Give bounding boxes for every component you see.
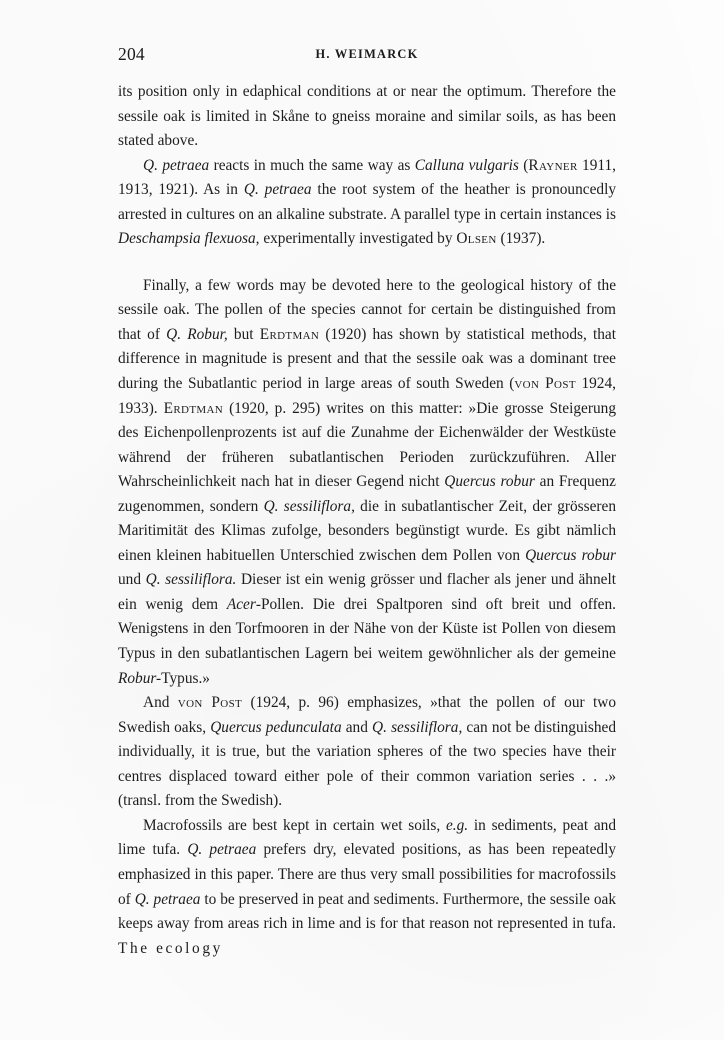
page-content (118, 44, 616, 961)
paragraph-continuation: its position only in edaphical conditions at or near the optimum. Therefore the sessile oak is limited in Skåne to gneiss moraine and similar soils, as has been stated above. (118, 83, 616, 150)
paragraph-von-post-quote: And von Post (1924, p. 96) emphasizes, »that the pollen of our two Swedish oaks, Quercus pedunculata and Q. sessiliflora, can not be distinguished individually, it is true, but the variation spheres of the two species have their centres displaced toward either pole of their common variation series . . .» (transl. from the Swedish). (118, 694, 617, 810)
running-head (118, 44, 616, 74)
running-title: H. WEIMARCK (315, 47, 419, 61)
paragraph-macrofossils: Macrofossils are best kept in certain wet soils, e.g. in sediments, peat and lime tufa. Q. petraea prefers dry, elevated positions, as has been repeatedly emphasized in this paper. There are thus very small possibilities for macrofossils of Q. petraea to be preserved in peat and sediments. Furthermore, the sessile oak keeps away from areas rich in lime and is for that reason not represented in tufa. The ecology (118, 816, 617, 957)
paragraph-petraea-calluna: Q. petraea reacts in much the same way as Calluna vulgaris (Rayner 1911, 1913, 1921). As in Q. petraea the root system of the heather is pronouncedly arrested in cultures on an alkaline substrate. A parallel type in certain instances is Deschampsia flexuosa, experimentally investigated by Olsen (1937). (118, 156, 617, 248)
paragraph-geological-history: Finally, a few words may be devoted here to the geological history of the sessile oak. The pollen of the species cannot for certain be distinguished from that of Q. Robur, but Erdtman (1920) has shown by statistical methods, that difference in magnitude is present and that the sessile oak was a dominant tree during the Subatlantic period in large areas of south Sweden (von Post 1924, 1933). Erdtman (1920, p. 295) writes on this matter: »Die grosse Steigerung des Eichenpollenprozents ist auf die Zunahme der Eichenwälder der Westküste während der früheren subatlantischen Perioden zurückzuführen. Aller Wahrscheinlichkeit nach hat in dieser Gegend nicht Quercus robur an Frequenz zugenommen, sondern Q. sessiliflora, die in subatlantischer Zeit, der grösseren Maritimität des Klimas zufolge, besonders begünstigt wurde. Es gibt nämlich einen kleinen habituellen Unterschied zwischen dem Pollen von Quercus robur und Q. sessiliflora. Dieser ist ein wenig grösser und flacher als jener und ähnelt ein wenig dem Acer-Pollen. Die drei Spaltporen sind oft breit und offen. Wenigstens in den Torfmooren in der Nähe von der Küste ist Pollen von diesem Typus in den subatlantischen Lagern bei weitem gewöhnlicher als der gemeine Robur-Typus.» (118, 276, 617, 687)
page-number: 204 (118, 44, 145, 64)
body-text (118, 80, 616, 961)
